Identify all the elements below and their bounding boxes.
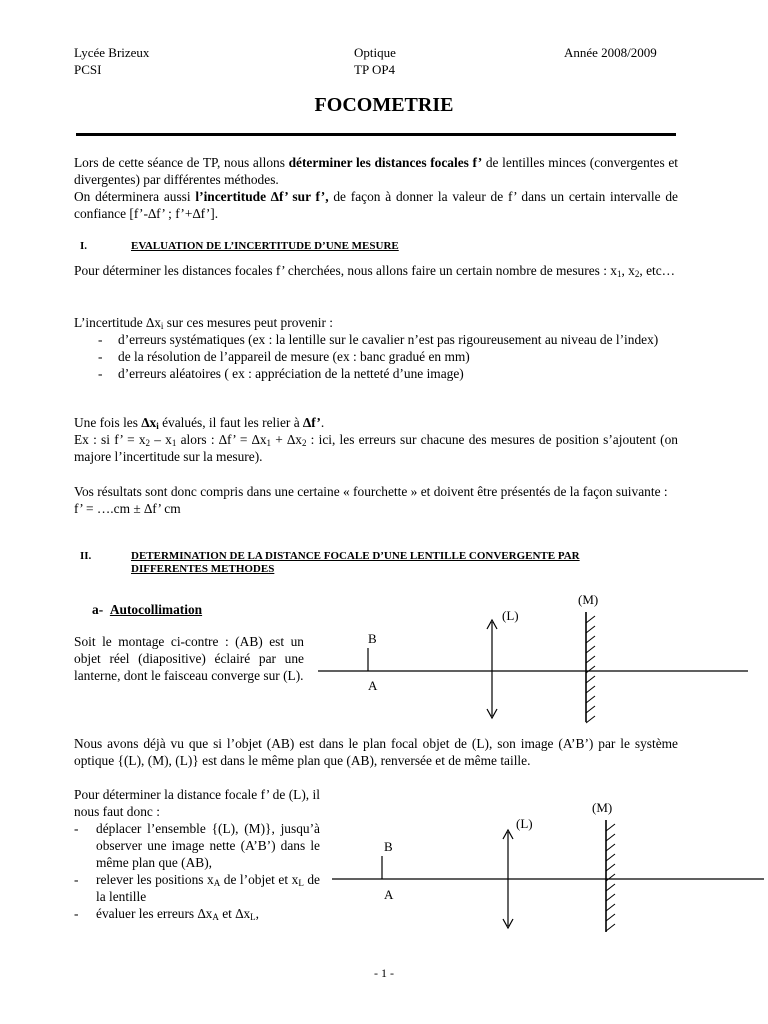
uncertainty-sources-list [74,331,678,382]
list-item: - d’erreurs systématiques (ex : la lentille sur le cavalier n’est pas rigoureusement au niveau de l’index) [98,332,659,347]
header-class: PCSI [74,62,102,77]
label-a: A [384,887,394,902]
header-subject: Optique [354,45,396,60]
label-mirror: (M) [592,800,613,815]
section1-paragraph-2: L’incertitude $\Delta x_i$ sur ces mesures peut provenir : - d’erreurs systématiques (ex : la lentille sur le cavalier n’est pas rigoureusement au niveau de l’index) - de la résolution de l’appareil de mesure (ex : banc gradué en mm) - d’erreurs aléatoires ( ex : appréciation de la netteté d’une image) [74,314,678,382]
list-item: - déplacer l’ensemble {(L), (M)}, jusqu’à observer une image nette (A’B’) dans le même plan que (AB), [74,821,320,870]
list-item: - de la résolution de l’appareil de mesure (ex : banc gradué en mm) [98,349,470,364]
label-b: B [368,631,377,646]
autocollimation-diagram-2 [330,796,766,936]
title-rule [76,133,676,136]
section1-number: I. [80,240,88,252]
intro-paragraph: Lors de cette séance de TP, nous allons déterminer les distances focales f’ de lentilles minces (convergentes et divergentes) par différentes méthodes. On déterminera aussi l’incertitude ∆f’ sur f’, de façon à donner la valeur de f’ dans un certain intervalle de confiance [f’-∆f’ ; f’+∆f’]. [74,155,678,221]
section1-paragraph-1: Pour déterminer les distances focales f’ cherchées, nous allons faire un certain nombre de mesures : $x_1$, $x_2$, etc… [74,263,676,279]
header-school: Lycée Brizeux [74,45,150,60]
list-item: - relever les positions $x_A$ de l’objet et $x_L$ de la lentille [74,872,320,904]
list-item: - évaluer les erreurs $\Delta x_A$ et $\Delta x_L$, [74,906,259,922]
section1-title: EVALUATION DE L’INCERTITUDE D’UNE MESURE [131,240,399,252]
autocollimation-diagram-1 [316,590,756,730]
label-lens: (L) [516,816,533,831]
lens-symbol [487,620,497,718]
label-a: A [368,678,378,693]
page-title: FOCOMETRIE [314,94,454,116]
subsection-a: a- Autocollimation [92,602,203,617]
mirror-symbol [586,612,595,723]
section2-paragraph-3: Pour déterminer la distance focale f’ de (L), il nous faut donc : - déplacer l’ensemble {(L), (M)}, jusqu’à observer une image nette (A’B’) dans le même plan que (AB), - relever les positions $x_A$ de l’objet et $x_L$ de la lentille - évaluer les erreurs $\Delta x_A$ et $\Delta x_L$, [74,787,320,922]
list-item: - d’erreurs aléatoires ( ex : appréciation de la netteté d’une image) [98,366,464,381]
section2-title: DETERMINATION DE LA DISTANCE FOCALE D’UNE LENTILLE CONVERGENTE PAR DIFFERENTES METHODES [131,550,580,575]
procedure-steps-list [74,820,320,922]
label-b: B [384,839,393,854]
header-year: Année 2008/2009 [564,45,657,60]
section2-paragraph-2: Nous avons déjà vu que si l’objet (AB) est dans le plan focal objet de (L), son image (A’B’) par le système optique {(L), (M), (L)} est dans le même plan que (AB), renversée et de même taille. [74,736,678,768]
mirror-symbol [606,820,615,932]
header-lab: TP OP4 [354,62,396,77]
section2-number: II. [80,550,92,562]
label-mirror: (M) [578,592,599,607]
label-lens: (L) [502,608,519,623]
section2-paragraph-1: Soit le montage ci-contre : (AB) est un objet réel (diapositive) éclairé par une lanterne, dont le faisceau converge sur (L). [74,634,304,683]
page-number: - 1 - [374,966,394,980]
section1-paragraph-3: Une fois les $\Delta x_i$ évalués, il faut les relier à ∆f’. Ex : si f’ = $x_2 - x_1$ alors : ∆f’ = $\Delta x_1 + \Delta x_2$ : ici, les erreurs sur chacune des mesures de position s’ajoutent (on majore l’incertitude sur la mesure). [74,415,678,464]
section1-paragraph-4: Vos résultats sont donc compris dans une certaine « fourchette » et doivent être présentés de la façon suivante : f’ = ….cm ± ∆f’ cm [74,484,668,516]
